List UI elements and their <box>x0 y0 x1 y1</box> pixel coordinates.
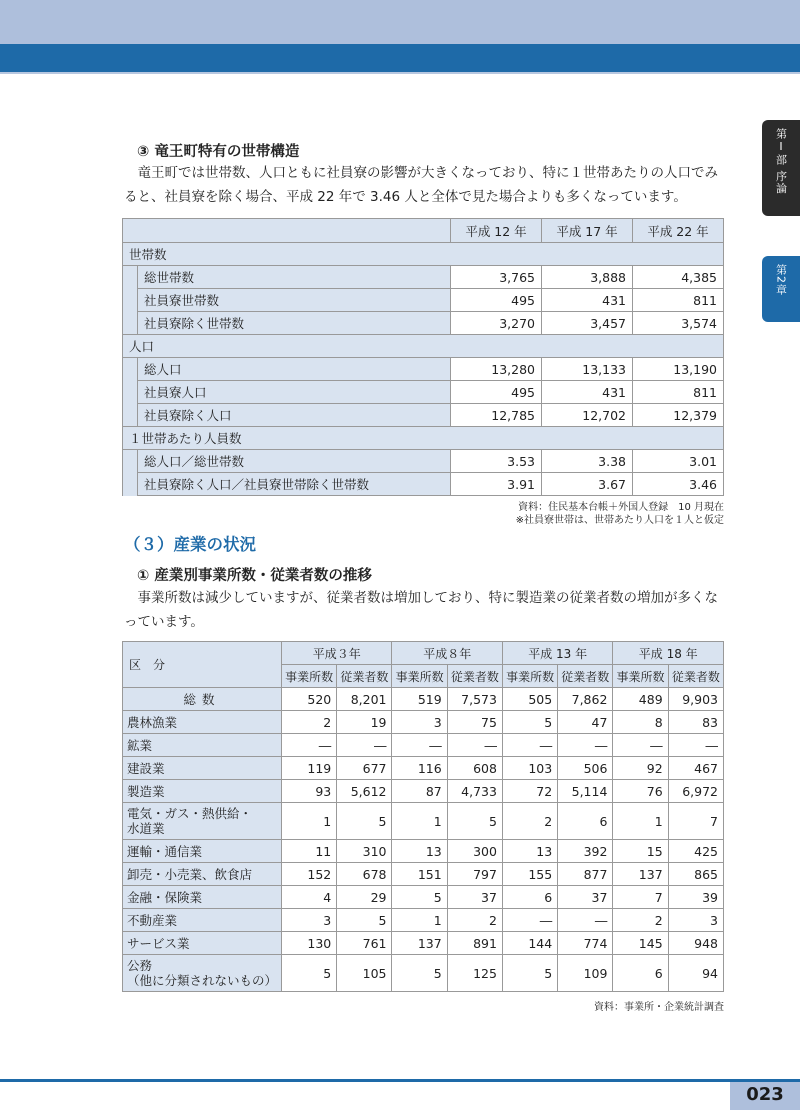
industry-table-body <box>123 688 724 992</box>
group-label: 人口 <box>123 335 724 358</box>
category-label <box>123 688 282 711</box>
value-cell: ― <box>502 909 557 932</box>
value-cell: 12,702 <box>542 404 633 427</box>
household-table-header <box>123 219 724 243</box>
value-cell: 5 <box>392 955 447 992</box>
industry-table <box>122 641 724 992</box>
value-cell: 3 <box>392 711 447 734</box>
category-label <box>123 757 282 780</box>
year-header: 平成８年 <box>392 642 502 665</box>
value-cell: 15 <box>613 840 668 863</box>
value-cell: 3.91 <box>451 473 542 496</box>
value-cell: 519 <box>392 688 447 711</box>
value-cell: 3.67 <box>542 473 633 496</box>
value-cell: 3,457 <box>542 312 633 335</box>
value-cell: 761 <box>337 932 392 955</box>
value-cell: 6 <box>558 803 613 840</box>
row-label: 総人口／総世帯数 <box>138 450 451 473</box>
table-row <box>123 863 724 886</box>
category-label-line: 総数 <box>183 692 221 707</box>
value-cell: 310 <box>337 840 392 863</box>
value-cell: 5 <box>392 886 447 909</box>
establishments-header: 事業所数 <box>613 665 668 688</box>
household-table <box>122 218 724 496</box>
value-cell: 103 <box>502 757 557 780</box>
value-cell: 8,201 <box>337 688 392 711</box>
value-cell: 3,574 <box>633 312 724 335</box>
value-cell: 145 <box>613 932 668 955</box>
value-cell: 1 <box>392 803 447 840</box>
category-label-line: 金融・保険業 <box>127 890 203 905</box>
value-cell: 891 <box>447 932 502 955</box>
value-cell: 4 <box>282 886 337 909</box>
table-row <box>123 289 724 312</box>
value-cell: 608 <box>447 757 502 780</box>
category-label-line: サービス業 <box>127 936 190 951</box>
table-row <box>123 266 724 289</box>
category-label-line: 製造業 <box>127 784 165 799</box>
year-header: 平成３年 <box>282 642 392 665</box>
value-cell: 8 <box>613 711 668 734</box>
indent-cell <box>123 450 138 473</box>
year-header: 平成 13 年 <box>502 642 612 665</box>
year-header: 平成 12 年 <box>451 219 542 243</box>
indent-cell <box>123 358 138 381</box>
establishments-header: 事業所数 <box>282 665 337 688</box>
value-cell: 12,379 <box>633 404 724 427</box>
value-cell: 155 <box>502 863 557 886</box>
row-label: 総世帯数 <box>138 266 451 289</box>
category-header: 区 分 <box>123 642 282 688</box>
category-label <box>123 711 282 734</box>
value-cell: 5 <box>282 955 337 992</box>
group-row <box>123 335 724 358</box>
indent-cell <box>123 381 138 404</box>
category-label-line: 卸売・小売業、飲食店 <box>127 867 253 882</box>
value-cell: 4,385 <box>633 266 724 289</box>
value-cell: 3.46 <box>633 473 724 496</box>
table-row <box>123 803 724 840</box>
value-cell: ― <box>392 734 447 757</box>
value-cell: 392 <box>558 840 613 863</box>
value-cell: 130 <box>282 932 337 955</box>
value-cell: 13 <box>392 840 447 863</box>
value-cell: 2 <box>447 909 502 932</box>
value-cell: 811 <box>633 289 724 312</box>
table-row <box>123 404 724 427</box>
row-label: 社員寮除く人口 <box>138 404 451 427</box>
row-label: 総人口 <box>138 358 451 381</box>
value-cell: 797 <box>447 863 502 886</box>
table-row <box>123 886 724 909</box>
value-cell: 137 <box>613 863 668 886</box>
value-cell: 9,903 <box>668 688 723 711</box>
value-cell: ― <box>502 734 557 757</box>
category-label <box>123 909 282 932</box>
value-cell: 467 <box>668 757 723 780</box>
value-cell: 6,972 <box>668 780 723 803</box>
table-row <box>123 780 724 803</box>
value-cell: 774 <box>558 932 613 955</box>
value-cell: 119 <box>282 757 337 780</box>
table-row <box>123 711 724 734</box>
row-label: 社員寮世帯数 <box>138 289 451 312</box>
header-line <box>0 72 800 74</box>
side-tab-chapter[interactable] <box>762 256 800 322</box>
source-line: ※社員寮世帯は、世帯あたり人口を１人と仮定 <box>515 515 724 526</box>
category-label-line: 不動産業 <box>127 913 178 928</box>
side-tab-part-label: 第Ⅰ部 序論 <box>774 128 788 195</box>
employees-header: 従業者数 <box>337 665 392 688</box>
value-cell: ― <box>282 734 337 757</box>
value-cell: 5 <box>337 803 392 840</box>
value-cell: 93 <box>282 780 337 803</box>
value-cell: 7,862 <box>558 688 613 711</box>
value-cell: 495 <box>451 381 542 404</box>
value-cell: 505 <box>502 688 557 711</box>
value-cell: 72 <box>502 780 557 803</box>
header-band <box>0 0 800 44</box>
year-header: 平成 18 年 <box>613 642 724 665</box>
row-label: 社員寮人口 <box>138 381 451 404</box>
table-row <box>123 688 724 711</box>
value-cell: 431 <box>542 289 633 312</box>
category-label-line: 鉱業 <box>127 738 153 753</box>
value-cell: 1 <box>282 803 337 840</box>
value-cell: ― <box>558 909 613 932</box>
value-cell: 3,888 <box>542 266 633 289</box>
category-label <box>123 955 282 992</box>
value-cell: ― <box>558 734 613 757</box>
value-cell: 7,573 <box>447 688 502 711</box>
table-row <box>123 909 724 932</box>
value-cell: 11 <box>282 840 337 863</box>
value-cell: 13,133 <box>542 358 633 381</box>
row-label: 社員寮除く人口／社員寮世帯除く世帯数 <box>138 473 451 496</box>
table-row <box>123 932 724 955</box>
value-cell: 7 <box>613 886 668 909</box>
category-label <box>123 886 282 909</box>
table-row <box>123 734 724 757</box>
household-table-body <box>123 243 724 496</box>
value-cell: 3,270 <box>451 312 542 335</box>
value-cell: 75 <box>447 711 502 734</box>
value-cell: 6 <box>502 886 557 909</box>
establishments-header: 事業所数 <box>502 665 557 688</box>
group-row <box>123 243 724 266</box>
source-line: 資料：住民基本台帳＋外国人登録 10 月現在 <box>518 502 724 513</box>
side-tab-part[interactable] <box>762 120 800 216</box>
value-cell: 109 <box>558 955 613 992</box>
value-cell: 2 <box>282 711 337 734</box>
value-cell: 76 <box>613 780 668 803</box>
value-cell: ― <box>668 734 723 757</box>
value-cell: 3.53 <box>451 450 542 473</box>
value-cell: 877 <box>558 863 613 886</box>
value-cell: 678 <box>337 863 392 886</box>
category-label-line: 公務 <box>127 958 153 973</box>
establishments-header: 事業所数 <box>392 665 447 688</box>
indent-cell <box>123 289 138 312</box>
household-paragraph: 竜王町では世帯数、人口ともに社員寮の影響が大きくなっており、特に１世帯あたりの人口でみると、社員寮を除く場合、平成 22 年で 3.46 人と全体で見た場合よりも多くなっています。 <box>124 165 718 205</box>
industry-paragraph: 事業所数は減少していますが、従業者数は増加しており、特に製造業の従業者数の増加が多くなっています。 <box>124 590 718 630</box>
group-row <box>123 427 724 450</box>
value-cell: 94 <box>668 955 723 992</box>
category-label <box>123 840 282 863</box>
value-cell: 2 <box>613 909 668 932</box>
value-cell: 1 <box>392 909 447 932</box>
category-label-line: 農林漁業 <box>127 715 178 730</box>
value-cell: 13 <box>502 840 557 863</box>
table-row <box>123 840 724 863</box>
value-cell: 137 <box>392 932 447 955</box>
value-cell: 811 <box>633 381 724 404</box>
industry-table-year-row <box>123 642 724 665</box>
value-cell: 19 <box>337 711 392 734</box>
category-label <box>123 863 282 886</box>
page-number: 023 <box>730 1082 800 1110</box>
table-row <box>123 473 724 496</box>
table-row <box>123 955 724 992</box>
side-tab-chapter-label: 第2章 <box>774 264 788 296</box>
value-cell: 677 <box>337 757 392 780</box>
indent-cell <box>123 404 138 427</box>
footer-line <box>0 1079 800 1082</box>
value-cell: 105 <box>337 955 392 992</box>
household-heading: ③ 竜王町特有の世帯構造 <box>137 144 300 160</box>
table-row <box>123 381 724 404</box>
year-header: 平成 17 年 <box>542 219 633 243</box>
value-cell: 29 <box>337 886 392 909</box>
value-cell: 3.01 <box>633 450 724 473</box>
category-label <box>123 803 282 840</box>
value-cell: 151 <box>392 863 447 886</box>
value-cell: 5,612 <box>337 780 392 803</box>
value-cell: ― <box>337 734 392 757</box>
value-cell: 3 <box>282 909 337 932</box>
value-cell: 431 <box>542 381 633 404</box>
value-cell: 37 <box>447 886 502 909</box>
category-label-line: 運輸・通信業 <box>127 844 203 859</box>
industry-heading: ① 産業別事業所数・従業者数の推移 <box>137 568 372 584</box>
category-label <box>123 734 282 757</box>
value-cell: 4,733 <box>447 780 502 803</box>
value-cell: 12,785 <box>451 404 542 427</box>
table-row <box>123 358 724 381</box>
row-label: 社員寮除く世帯数 <box>138 312 451 335</box>
value-cell: 5,114 <box>558 780 613 803</box>
value-cell: 47 <box>558 711 613 734</box>
category-label <box>123 780 282 803</box>
value-cell: 37 <box>558 886 613 909</box>
value-cell: 83 <box>668 711 723 734</box>
value-cell: 865 <box>668 863 723 886</box>
category-label-line: 建設業 <box>127 761 165 776</box>
value-cell: 6 <box>613 955 668 992</box>
value-cell: 3 <box>668 909 723 932</box>
value-cell: 948 <box>668 932 723 955</box>
category-label-line: 水道業 <box>127 821 165 836</box>
value-cell: 3.38 <box>542 450 633 473</box>
indent-cell <box>123 473 138 496</box>
value-cell: 87 <box>392 780 447 803</box>
industry-section-title: （３）産業の状況 <box>124 535 256 554</box>
value-cell: 5 <box>447 803 502 840</box>
category-label <box>123 932 282 955</box>
group-label: 世帯数 <box>123 243 724 266</box>
value-cell: 152 <box>282 863 337 886</box>
value-cell: 125 <box>447 955 502 992</box>
corner-cell <box>123 219 451 243</box>
value-cell: ― <box>447 734 502 757</box>
industry-source: 資料：事業所・企業統計調査 <box>594 1002 724 1013</box>
employees-header: 従業者数 <box>668 665 723 688</box>
value-cell: 7 <box>668 803 723 840</box>
value-cell: 5 <box>502 711 557 734</box>
group-label: １世帯あたり人員数 <box>123 427 724 450</box>
employees-header: 従業者数 <box>447 665 502 688</box>
table-row <box>123 757 724 780</box>
value-cell: 300 <box>447 840 502 863</box>
employees-header: 従業者数 <box>558 665 613 688</box>
value-cell: 13,190 <box>633 358 724 381</box>
year-header: 平成 22 年 <box>633 219 724 243</box>
value-cell: 3,765 <box>451 266 542 289</box>
value-cell: 425 <box>668 840 723 863</box>
value-cell: 144 <box>502 932 557 955</box>
value-cell: 39 <box>668 886 723 909</box>
value-cell: 5 <box>337 909 392 932</box>
indent-cell <box>123 312 138 335</box>
value-cell: 506 <box>558 757 613 780</box>
table-row <box>123 450 724 473</box>
value-cell: 1 <box>613 803 668 840</box>
household-source <box>516 501 724 527</box>
value-cell: 13,280 <box>451 358 542 381</box>
value-cell: 5 <box>502 955 557 992</box>
value-cell: 116 <box>392 757 447 780</box>
value-cell: 495 <box>451 289 542 312</box>
value-cell: 2 <box>502 803 557 840</box>
table-row <box>123 312 724 335</box>
indent-cell <box>123 266 138 289</box>
value-cell: ― <box>613 734 668 757</box>
value-cell: 520 <box>282 688 337 711</box>
category-label-line: 電気・ガス・熱供給・ <box>127 806 253 821</box>
value-cell: 92 <box>613 757 668 780</box>
value-cell: 489 <box>613 688 668 711</box>
category-label-line: （他に分類されないもの） <box>127 973 278 988</box>
header-stripe <box>0 44 800 72</box>
